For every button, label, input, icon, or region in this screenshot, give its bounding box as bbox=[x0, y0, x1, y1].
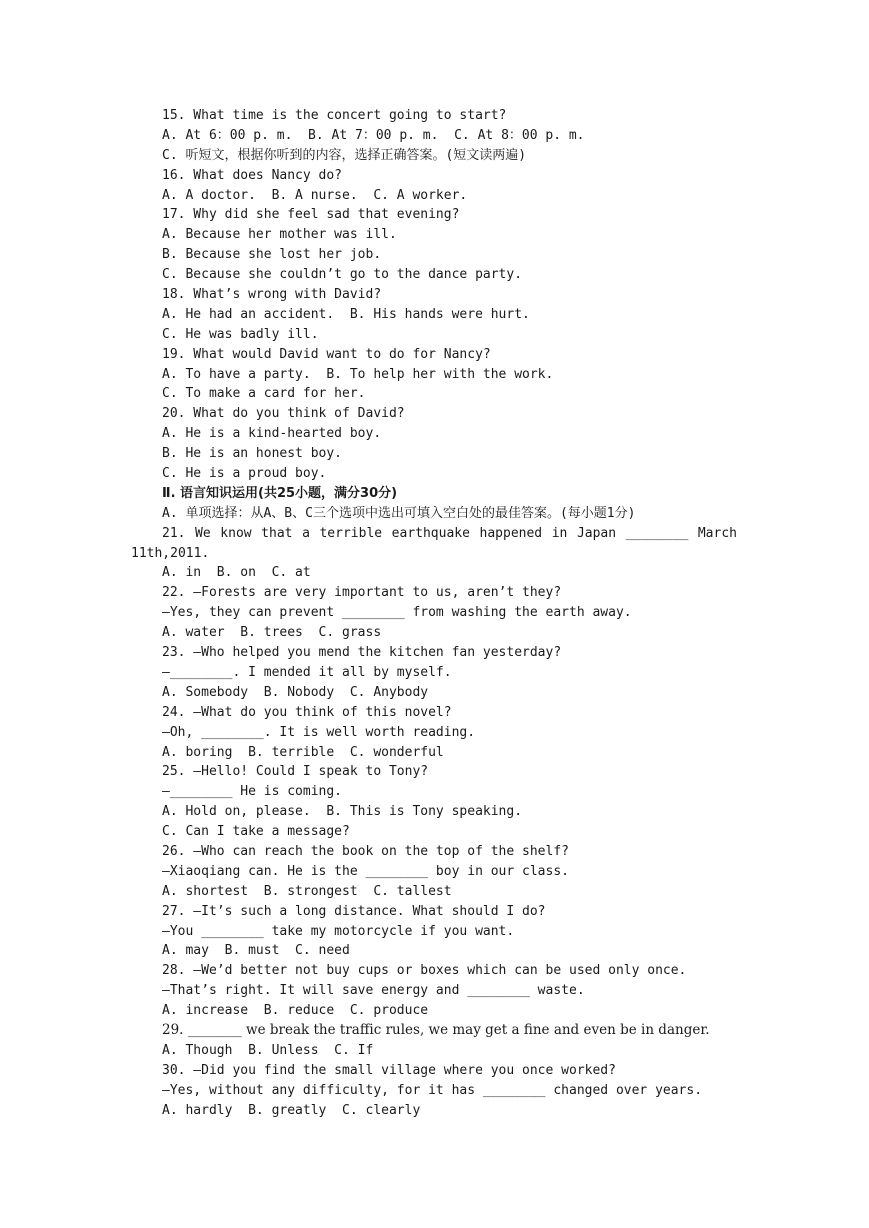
question-18: 18. What’s wrong with David? bbox=[162, 287, 382, 303]
options-22: A. water B. trees C. grass bbox=[162, 625, 382, 641]
options-16: A. A doctor. B. A nurse. C. A worker. bbox=[162, 187, 468, 203]
question-26: 26. —Who can reach the book on the top of the shelf? bbox=[162, 843, 569, 859]
option-20a: A. He is a kind-hearted boy. bbox=[162, 426, 382, 442]
options-25ab: A. Hold on, please. B. This is Tony speaking. bbox=[162, 804, 523, 820]
question-19: 19. What would David want to do for Nancy? bbox=[162, 346, 491, 362]
option-20b: B. He is an honest boy. bbox=[162, 446, 343, 462]
option-17c: C. Because she couldn’t go to the dance party. bbox=[162, 267, 523, 283]
question-21: 21. We know that a terrible earthquake happened in Japan ________ March bbox=[162, 525, 737, 541]
question-22-reply: —Yes, they can prevent ________ from washing the earth away. bbox=[162, 605, 632, 621]
question-27: 27. —It’s such a long distance. What should I do? bbox=[162, 903, 546, 919]
options-27: A. may B. must C. need bbox=[162, 943, 350, 959]
question-26-reply: —Xiaoqiang can. He is the ________ boy in our class. bbox=[162, 863, 569, 879]
options-23: A. Somebody B. Nobody C. Anybody bbox=[162, 684, 429, 700]
section-a-instruction: A. 单项选择：从A、B、C三个选项中选出可填入空白处的最佳答案。(每小题1分) bbox=[162, 505, 636, 521]
section-c-instruction: C. 听短文，根据你听到的内容，选择正确答案。(短文读两遍) bbox=[162, 147, 527, 163]
question-15: 15. What time is the concert going to start? bbox=[162, 108, 507, 123]
options-26: A. shortest B. strongest C. tallest bbox=[162, 883, 452, 899]
options-21: A. in B. on C. at bbox=[162, 565, 311, 581]
question-20: 20. What do you think of David? bbox=[162, 406, 405, 422]
question-22: 22. —Forests are very important to us, aren’t they? bbox=[162, 585, 562, 601]
question-30: 30. —Did you find the small village where you once worked? bbox=[162, 1062, 616, 1078]
question-23-reply: —________. I mended it all by myself. bbox=[162, 664, 452, 680]
options-18ab: A. He had an accident. B. His hands were hurt. bbox=[162, 306, 530, 322]
options-15: A. At 6：00 p. m. B. At 7：00 p. m. C. At 8：00 p. m. bbox=[162, 127, 585, 143]
options-28: A. increase B. reduce C. produce bbox=[162, 1003, 429, 1019]
options-29: A. Though B. Unless C. If bbox=[162, 1042, 374, 1058]
question-25-reply: —________ He is coming. bbox=[162, 784, 343, 800]
options-19ab: A. To have a party. B. To help her with the work. bbox=[162, 366, 554, 382]
question-21-continued: 11th,2011. bbox=[131, 545, 210, 561]
question-24-reply: —Oh, ________. It is well worth reading. bbox=[162, 724, 476, 740]
question-16: 16. What does Nancy do? bbox=[162, 167, 343, 183]
question-27-reply: —You ________ take my motorcycle if you want. bbox=[162, 923, 515, 939]
option-20c: C. He is a proud boy. bbox=[162, 466, 327, 482]
question-25: 25. —Hello! Could I speak to Tony? bbox=[162, 764, 429, 780]
option-18c: C. He was badly ill. bbox=[162, 326, 319, 342]
question-17: 17. Why did she feel sad that evening? bbox=[162, 207, 460, 223]
question-24: 24. —What do you think of this novel? bbox=[162, 704, 452, 720]
section-ii-heading: Ⅱ. 语言知识运用(共25小题，满分30分) bbox=[162, 485, 398, 501]
options-24: A. boring B. terrible C. wonderful bbox=[162, 744, 444, 760]
option-17b: B. Because she lost her job. bbox=[162, 247, 382, 263]
question-28: 28. —We’d better not buy cups or boxes which can be used only once. bbox=[162, 963, 687, 979]
question-30-reply: —Yes, without any difficulty, for it has ________ changed over years. bbox=[162, 1082, 703, 1098]
option-19c: C. To make a card for her. bbox=[162, 386, 366, 402]
option-25c: C. Can I take a message? bbox=[162, 824, 350, 840]
option-17a: A. Because her mother was ill. bbox=[162, 227, 397, 243]
question-28-reply: —That’s right. It will save energy and ________ waste. bbox=[162, 983, 585, 999]
options-30: A. hardly B. greatly C. clearly bbox=[162, 1102, 421, 1118]
question-29: 29. ________ we break the traffic rules, we may get a fine and even be in danger. bbox=[162, 1021, 710, 1038]
question-23: 23. —Who helped you mend the kitchen fan yesterday? bbox=[162, 645, 562, 661]
document-page bbox=[0, 106, 869, 1120]
